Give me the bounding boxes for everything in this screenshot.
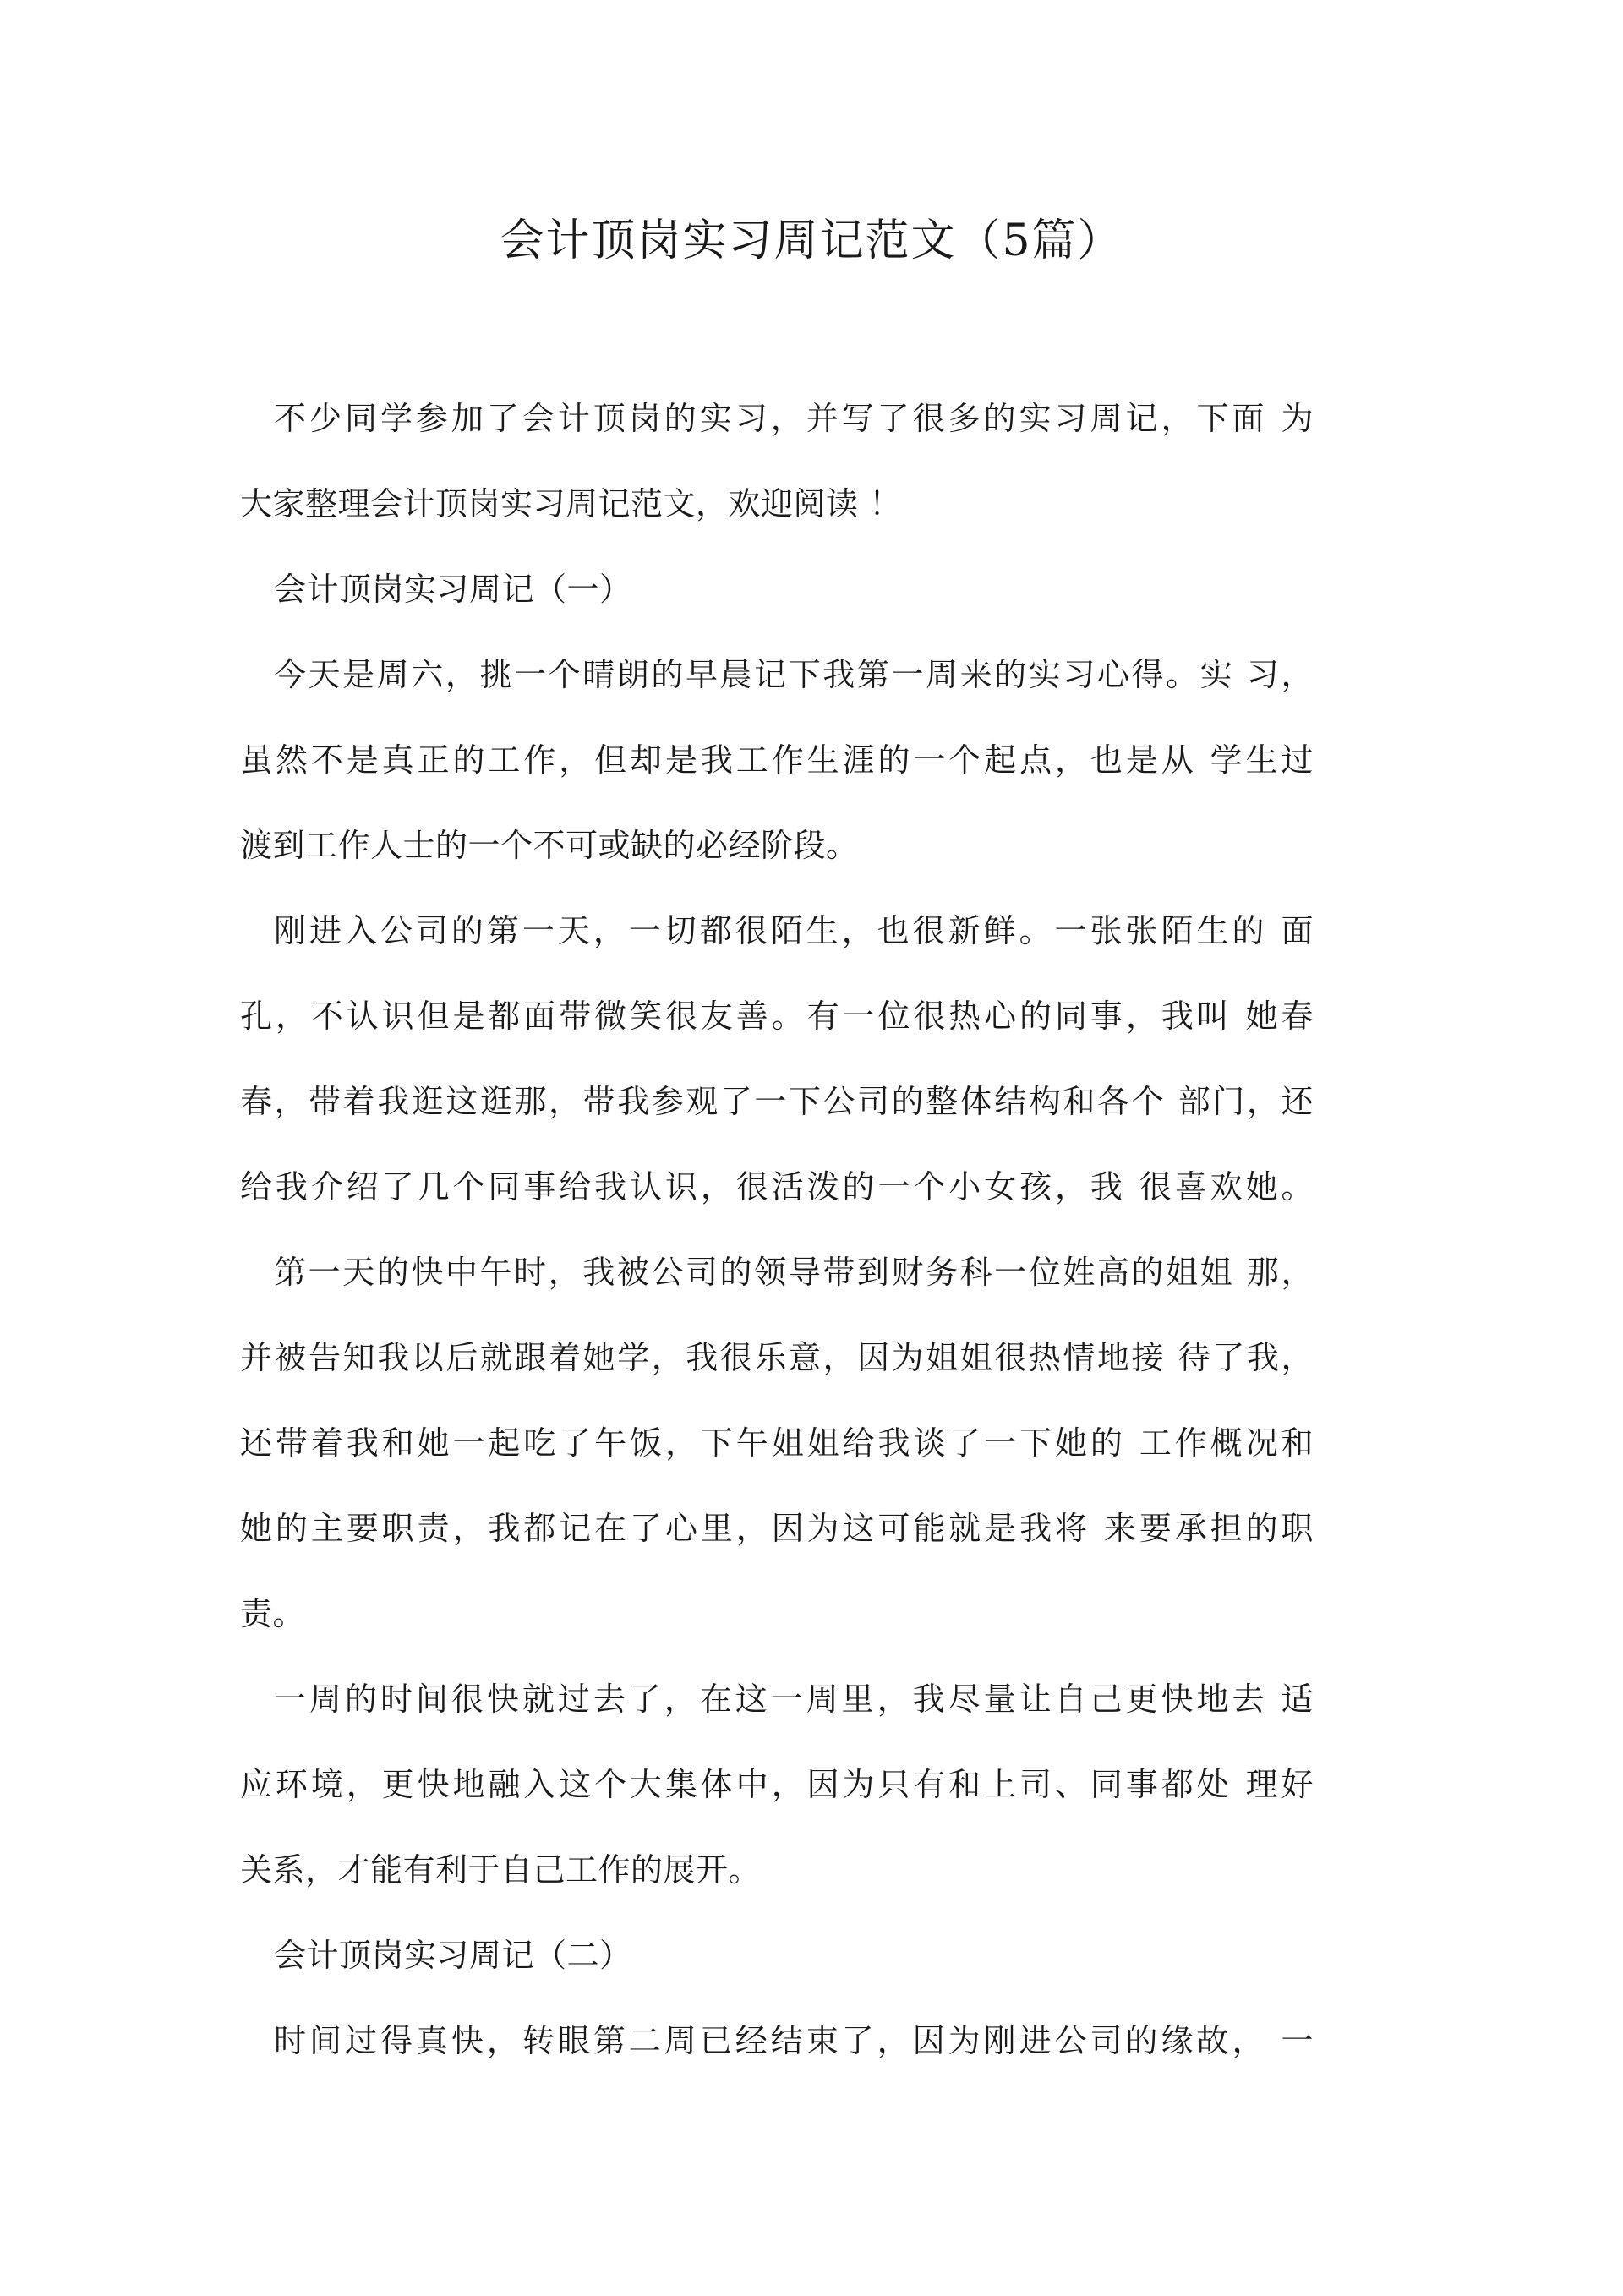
text-line: 应环境，更快地融入这个大集体中，因为只有和上司、同事都处 理好 xyxy=(240,1766,1314,1803)
text-line: 并被告知我以后就跟着她学，我很乐意，因为姐姐很热情地接 待了我， xyxy=(240,1339,1314,1376)
text-line: 给我介绍了几个同事给我认识，很活泼的一个小女孩，我 很喜欢她。 xyxy=(240,1168,1314,1205)
text-line: 刚进入公司的第一天，一切都很陌生，也很新鲜。一张张陌生的 面 xyxy=(274,912,1314,949)
text-line: 时间过得真快，转眼第二周已经结束了，因为刚进公司的缘故， 一 xyxy=(274,2022,1314,2059)
text-line: 会计顶岗实习周记（一） xyxy=(274,571,632,608)
text-line: 责。 xyxy=(240,1595,306,1632)
text-line: 关系，才能有利于自己工作的展开。 xyxy=(240,1851,762,1889)
text-line: 会计顶岗实习周记（二） xyxy=(274,1937,632,1974)
text-line: 孔，不认识但是都面带微笑很友善。有一位很热心的同事，我叫 她春 xyxy=(240,998,1314,1035)
text-line: 不少同学参加了会计顶岗的实习，并写了很多的实习周记，下面 为 xyxy=(274,400,1314,437)
text-line: 大家整理会计顶岗实习周记范文，欢迎阅读 ！ xyxy=(240,485,902,522)
text-line: 第一天的快中午时，我被公司的领导带到财务科一位姓高的姐姐 那， xyxy=(274,1254,1314,1291)
text-line: 春，带着我逛这逛那，带我参观了一下公司的整体结构和各个 部门，还 xyxy=(240,1083,1314,1120)
text-line: 一周的时间很快就过去了，在这一周里，我尽量让自己更快地去 适 xyxy=(274,1681,1314,1718)
text-line: 还带着我和她一起吃了午饭，下午姐姐给我谈了一下她的 工作概况和 xyxy=(240,1424,1314,1462)
text-line: 她的主要职责，我都记在了心里，因为这可能就是我将 来要承担的职 xyxy=(240,1510,1314,1547)
text-line: 虽然不是真正的工作，但却是我工作生涯的一个起点，也是从 学生过 xyxy=(240,741,1314,779)
text-line: 渡到工作人士的一个不可或缺的必经阶段。 xyxy=(240,827,859,864)
document-title: 会计顶岗实习周记范文（5篇） xyxy=(500,216,1123,266)
text-line: 今天是周六，挑一个晴朗的早晨记下我第一周来的实习心得。实 习， xyxy=(274,656,1314,693)
document-body xyxy=(240,376,1314,2084)
